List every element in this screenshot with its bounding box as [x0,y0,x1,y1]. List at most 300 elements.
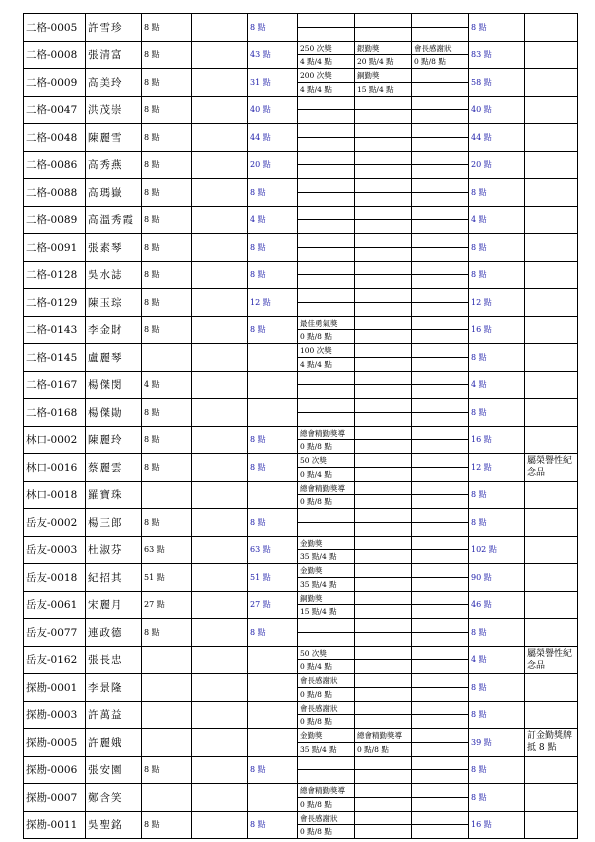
award-title [355,317,411,331]
award-points: 0 點/8 點 [300,497,332,507]
award-points [412,28,468,41]
base-points: 8 點 [142,426,192,454]
table-row [24,261,578,289]
award-title: 銅勤獎 [298,592,354,606]
remark [525,564,578,592]
award-title [298,124,354,138]
award-title [298,399,354,413]
remark [525,206,578,234]
award-title [412,702,468,716]
remark [525,426,578,454]
subtotal-points: 8 點 [248,426,298,454]
award-cell [412,701,469,729]
member-name: 宋麗月 [86,591,142,619]
member-name: 許麗娥 [86,729,142,757]
award-points [412,633,468,646]
member-name: 鄭含笑 [86,784,142,812]
extra-points [192,316,248,344]
award-title: 50 次獎 [298,454,354,468]
award-cell [298,646,355,674]
extra-points [192,261,248,289]
remark [525,179,578,207]
award-title [412,317,468,331]
award-points [298,275,354,288]
total-points: 4 點 [469,646,525,674]
award-cell [298,14,355,42]
award-points [412,83,468,96]
total-points: 12 點 [469,454,525,482]
table-row [24,41,578,69]
award-title [298,97,354,111]
award-cell [355,344,412,372]
award-title [412,152,468,166]
award-title [412,729,468,743]
subtotal-points [248,701,298,729]
remark [525,96,578,124]
remark [525,69,578,97]
award-title [412,124,468,138]
award-title [412,427,468,441]
award-cell [298,124,355,152]
award-cell [412,564,469,592]
award-cell [298,509,355,537]
award-cell [298,756,355,784]
base-points: 8 點 [142,811,192,839]
subtotal-points: 31 點 [248,69,298,97]
extra-points [192,784,248,812]
award-points [355,220,411,233]
total-points: 8 點 [469,179,525,207]
award-points [355,413,411,426]
base-points: 27 點 [142,591,192,619]
award-title: 50 次獎 [298,647,354,661]
award-points: 0 點/8 點 [300,332,332,342]
award-title [298,207,354,221]
award-cell [412,729,469,757]
award-cell [412,454,469,482]
award-points: 0 點/8 點 [414,57,446,67]
member-id: 岳友-0162 [24,646,86,674]
award-points: 4 點/4 點 [300,359,332,369]
award-title: 總會精勤獎導 [298,427,354,441]
remark [525,14,578,42]
member-id: 林口-0016 [24,454,86,482]
award-points [412,303,468,316]
member-id: 岳友-0077 [24,619,86,647]
award-cell [355,151,412,179]
member-id: 二格-0167 [24,371,86,399]
award-title [412,537,468,551]
member-id: 岳友-0002 [24,509,86,537]
award-points: 20 點/4 點 [357,57,394,67]
total-points: 8 點 [469,509,525,537]
total-points: 8 點 [469,234,525,262]
award-cell [412,289,469,317]
member-id: 二格-0089 [24,206,86,234]
award-title: 銀勤獎 [355,42,411,56]
award-points [412,358,468,371]
award-cell [412,619,469,647]
total-points: 8 點 [469,344,525,372]
member-id: 林口-0018 [24,481,86,509]
base-points: 8 點 [142,619,192,647]
member-name: 楊傑勛 [86,399,142,427]
award-points [355,578,411,591]
remark [525,701,578,729]
award-title [355,14,411,28]
base-points [142,701,192,729]
award-title [412,482,468,496]
member-id: 二格-0009 [24,69,86,97]
award-cell [412,426,469,454]
table-row [24,399,578,427]
subtotal-points: 8 點 [248,14,298,42]
award-points [298,413,354,426]
table-row [24,454,578,482]
member-name: 李金財 [86,316,142,344]
award-points: 0 點/4 點 [300,662,332,672]
extra-points [192,674,248,702]
award-cell [355,289,412,317]
award-title [412,784,468,798]
award-cell [355,206,412,234]
member-id: 岳友-0003 [24,536,86,564]
table-row [24,179,578,207]
member-id: 二格-0047 [24,96,86,124]
subtotal-points: 63 點 [248,536,298,564]
award-points [412,688,468,701]
award-title: 會長感謝狀 [412,42,468,56]
base-points: 8 點 [142,261,192,289]
award-points [298,633,354,646]
award-points [412,248,468,261]
subtotal-points [248,344,298,372]
award-cell [412,206,469,234]
base-points [142,784,192,812]
member-id: 二格-0129 [24,289,86,317]
total-points: 20 點 [469,151,525,179]
award-points [412,138,468,151]
subtotal-points [248,784,298,812]
award-title [298,179,354,193]
award-cell [355,399,412,427]
subtotal-points [248,646,298,674]
award-points [355,605,411,618]
subtotal-points: 4 點 [248,206,298,234]
award-points [355,660,411,673]
award-cell [298,701,355,729]
award-cell [298,151,355,179]
base-points: 51 點 [142,564,192,592]
subtotal-points [248,399,298,427]
table-row [24,234,578,262]
total-points: 39 點 [469,729,525,757]
award-title: 會長感謝狀 [298,674,354,688]
member-id: 探勘-0001 [24,674,86,702]
award-title [355,152,411,166]
base-points: 8 點 [142,206,192,234]
member-id: 探勘-0006 [24,756,86,784]
award-cell [298,69,355,97]
award-points [298,110,354,123]
award-points: 0 點/8 點 [357,744,389,754]
remark [525,316,578,344]
table-row [24,96,578,124]
remark [525,756,578,784]
extra-points [192,646,248,674]
award-cell [355,564,412,592]
extra-points [192,206,248,234]
member-name: 高瑪嶽 [86,179,142,207]
total-points: 58 點 [469,69,525,97]
remark [525,619,578,647]
award-title [355,454,411,468]
award-points [355,440,411,453]
award-points [355,468,411,481]
award-cell [298,399,355,427]
base-points: 8 點 [142,151,192,179]
award-title [412,97,468,111]
award-cell [412,41,469,69]
award-points [298,165,354,178]
award-title: 金勤獎 [298,537,354,551]
award-title [355,234,411,248]
subtotal-points: 8 點 [248,261,298,289]
base-points: 8 點 [142,41,192,69]
award-points: 15 點/4 點 [300,607,337,617]
award-cell [412,316,469,344]
award-points [412,578,468,591]
table-row [24,69,578,97]
table-row [24,619,578,647]
member-name: 楊三郎 [86,509,142,537]
member-name: 洪茂崇 [86,96,142,124]
award-title [412,207,468,221]
award-points [412,523,468,536]
member-name: 陳麗玲 [86,426,142,454]
award-points [412,193,468,206]
award-points: 0 點/8 點 [300,799,332,809]
award-points [412,550,468,563]
award-title [355,812,411,826]
award-title: 總會精勤獎導 [298,482,354,496]
table-row [24,564,578,592]
remark: 訂金勤獎牌抵 8 點 [525,729,578,757]
member-id: 二格-0145 [24,344,86,372]
total-points: 8 點 [469,261,525,289]
award-points: 35 點/4 點 [300,552,337,562]
award-cell [298,206,355,234]
extra-points [192,564,248,592]
member-name: 張長忠 [86,646,142,674]
award-cell [412,261,469,289]
award-points [298,138,354,151]
base-points: 8 點 [142,454,192,482]
subtotal-points: 44 點 [248,124,298,152]
award-cell [355,14,412,42]
member-name: 楊傑閔 [86,371,142,399]
total-points: 16 點 [469,316,525,344]
member-name: 蔡麗雲 [86,454,142,482]
table-row [24,151,578,179]
award-cell [355,591,412,619]
extra-points [192,344,248,372]
subtotal-points: 43 點 [248,41,298,69]
award-points [298,28,354,41]
award-points: 35 點/4 點 [300,744,337,754]
member-id: 二格-0048 [24,124,86,152]
award-title [412,262,468,276]
award-title [355,537,411,551]
total-points: 8 點 [469,784,525,812]
award-points [412,165,468,178]
award-title [355,619,411,633]
award-points: 0 點/4 點 [300,469,332,479]
award-points [412,468,468,481]
subtotal-points: 20 點 [248,151,298,179]
award-cell [298,536,355,564]
remark [525,41,578,69]
award-cell [412,646,469,674]
award-cell [412,784,469,812]
remark [525,261,578,289]
award-title [355,647,411,661]
award-title: 總會精勤獎導 [298,784,354,798]
award-points [355,825,411,838]
extra-points [192,179,248,207]
award-cell [412,151,469,179]
base-points: 8 點 [142,399,192,427]
remark [525,536,578,564]
award-points: 15 點/4 點 [357,84,394,94]
subtotal-points: 12 點 [248,289,298,317]
subtotal-points: 27 點 [248,591,298,619]
award-cell [298,261,355,289]
member-name: 紀招其 [86,564,142,592]
award-cell [298,41,355,69]
award-cell [355,69,412,97]
award-title [355,207,411,221]
extra-points [192,234,248,262]
award-title [298,757,354,771]
member-id: 二格-0168 [24,399,86,427]
extra-points [192,536,248,564]
award-points [412,770,468,783]
base-points [142,674,192,702]
award-cell [355,261,412,289]
table-row [24,811,578,839]
award-points [298,523,354,536]
award-cell [355,96,412,124]
award-title [298,619,354,633]
award-points [298,248,354,261]
award-cell [412,344,469,372]
award-cell [355,481,412,509]
award-points [355,330,411,343]
award-title [298,289,354,303]
award-title [298,262,354,276]
award-title [412,619,468,633]
member-name: 高溫秀霞 [86,206,142,234]
table-row [24,426,578,454]
award-points [412,110,468,123]
award-cell [355,41,412,69]
table-row [24,481,578,509]
award-cell [412,96,469,124]
remark [525,811,578,839]
award-cell [412,234,469,262]
member-name: 吳水誌 [86,261,142,289]
award-cell [298,96,355,124]
member-name: 許萬益 [86,701,142,729]
award-cell [355,729,412,757]
table-row [24,509,578,537]
member-id: 二格-0088 [24,179,86,207]
award-cell [355,619,412,647]
award-points [355,110,411,123]
award-points: 0 點/8 點 [300,717,332,727]
subtotal-points: 8 點 [248,234,298,262]
extra-points [192,399,248,427]
remark [525,481,578,509]
subtotal-points [248,674,298,702]
award-title: 250 次獎 [298,42,354,56]
table-row [24,646,578,674]
award-title [412,509,468,523]
remark [525,399,578,427]
award-cell [412,371,469,399]
member-name: 張清富 [86,41,142,69]
award-cell [298,344,355,372]
member-id: 岳友-0018 [24,564,86,592]
table-row [24,756,578,784]
total-points: 12 點 [469,289,525,317]
award-cell [298,619,355,647]
award-cell [298,674,355,702]
award-points [298,770,354,783]
award-points [355,770,411,783]
total-points: 44 點 [469,124,525,152]
total-points: 8 點 [469,756,525,784]
award-title [298,234,354,248]
award-points [355,138,411,151]
total-points: 16 點 [469,811,525,839]
remark [525,674,578,702]
award-title: 總會精勤獎導 [355,729,411,743]
award-points [355,358,411,371]
base-points: 8 點 [142,316,192,344]
award-title [412,344,468,358]
member-name: 高秀燕 [86,151,142,179]
award-title [355,124,411,138]
award-title [355,344,411,358]
remark: 屬榮譽性紀念品 [525,646,578,674]
award-points [355,28,411,41]
extra-points [192,426,248,454]
award-cell [412,811,469,839]
base-points: 8 點 [142,69,192,97]
base-points [142,729,192,757]
award-title [355,702,411,716]
award-cell [355,674,412,702]
award-title [412,372,468,386]
award-points [412,715,468,728]
member-id: 二格-0005 [24,14,86,42]
award-cell [412,124,469,152]
award-cell [355,371,412,399]
award-cell [298,426,355,454]
member-name: 盧麗琴 [86,344,142,372]
